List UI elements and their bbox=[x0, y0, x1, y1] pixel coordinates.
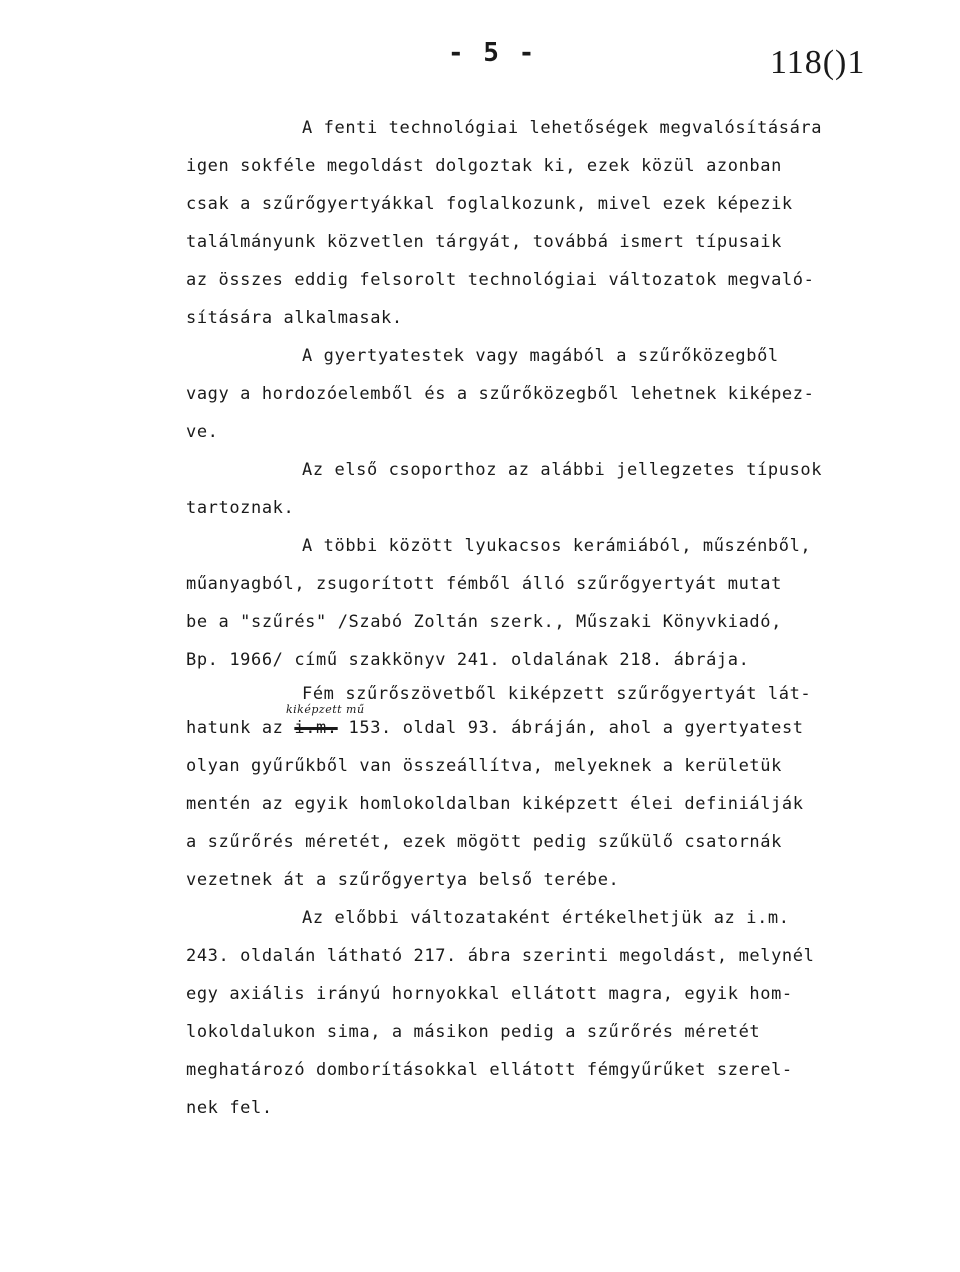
paragraph-2-line-2: vagy a hordozóelemből és a szűrőközegből lehetnek kiképez- bbox=[186, 384, 815, 404]
paragraph-5-line-2-start bbox=[186, 718, 804, 738]
paragraph-4-line-1: A többi között lyukacsos kerámiából, műszénből, bbox=[302, 536, 812, 556]
handwritten-insert: kiképzett mű bbox=[286, 703, 365, 716]
paragraph-5-line-2-rest: 153. oldal 93. ábráján, ahol a gyertyatest bbox=[348, 718, 804, 738]
paragraph-5-line-4: mentén az egyik homlokoldalban kiképzett élei definiálják bbox=[186, 794, 804, 814]
paragraph-6-line-1: Az előbbi változataként értékelhetjük az i.m. bbox=[302, 908, 790, 928]
paragraph-1-line-4: találmányunk közvetlen tárgyát, továbbá ismert típusaik bbox=[186, 232, 782, 252]
paragraph-1-line-5: az összes eddig felsorolt technológiai változatok megvaló- bbox=[186, 270, 815, 290]
paragraph-1-line-2: igen sokféle megoldást dolgoztak ki, ezek közül azonban bbox=[186, 156, 782, 176]
document-number: 118()1 bbox=[770, 44, 866, 81]
paragraph-1-line-1: A fenti technológiai lehetőségek megvalósítására bbox=[302, 118, 823, 138]
paragraph-5-line-6: vezetnek át a szűrőgyertya belső terébe. bbox=[186, 870, 620, 890]
paragraph-3-line-2: tartoznak. bbox=[186, 498, 295, 518]
paragraph-6-line-6: nek fel. bbox=[186, 1098, 273, 1118]
page-number: - 5 - bbox=[448, 38, 537, 68]
paragraph-2-line-3: ve. bbox=[186, 422, 219, 442]
paragraph-5-line-2-text: hatunk az bbox=[186, 718, 284, 738]
paragraph-5-line-3: olyan gyűrűkből van összeállítva, melyeknek a kerületük bbox=[186, 756, 782, 776]
paragraph-6-line-3: egy axiális irányú hornyokkal ellátott magra, egyik hom- bbox=[186, 984, 793, 1004]
paragraph-5-line-5: a szűrőrés méretét, ezek mögött pedig szűkülő csatornák bbox=[186, 832, 782, 852]
paragraph-6-line-2: 243. oldalán látható 217. ábra szerinti megoldást, melynél bbox=[186, 946, 815, 966]
paragraph-4-line-2: műanyagból, zsugorított fémből álló szűrőgyertyát mutat bbox=[186, 574, 782, 594]
paragraph-4-line-3: be a "szűrés" /Szabó Zoltán szerk., Műszaki Könyvkiadó, bbox=[186, 612, 782, 632]
paragraph-3-line-1: Az első csoporthoz az alábbi jellegzetes típusok bbox=[302, 460, 823, 480]
struck-reference: i.m. bbox=[294, 718, 338, 738]
paragraph-6-line-5: meghatározó domborításokkal ellátott fémgyűrűket szerel- bbox=[186, 1060, 793, 1080]
paragraph-1-line-6: sítására alkalmasak. bbox=[186, 308, 403, 328]
paragraph-1-line-3: csak a szűrőgyertyákkal foglalkozunk, mivel ezek képezik bbox=[186, 194, 793, 214]
paragraph-2-line-1: A gyertyatestek vagy magából a szűrőközegből bbox=[302, 346, 779, 366]
paragraph-4-line-4: Bp. 1966/ című szakkönyv 241. oldalának 218. ábrája. bbox=[186, 650, 750, 670]
paragraph-6-line-4: lokoldalukon sima, a másikon pedig a szűrőrés méretét bbox=[186, 1022, 761, 1042]
paragraph-5-line-1: Fém szűrőszövetből kiképzett szűrőgyertyát lát- bbox=[302, 684, 812, 704]
